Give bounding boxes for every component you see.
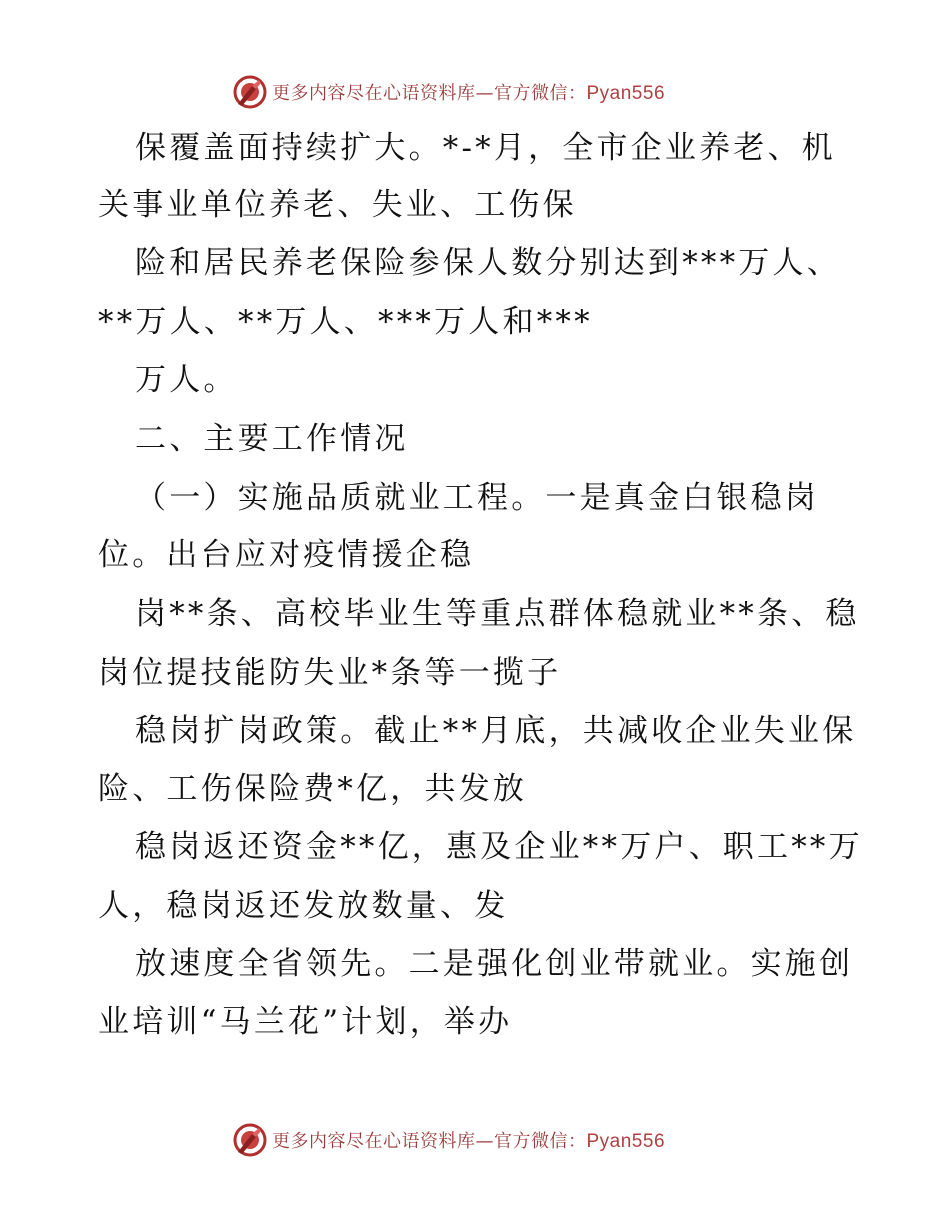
watermark-text: 更多内容尽在心语资料库—官方微信：Pyan556 xyxy=(272,1131,666,1152)
paragraph-line: 岗**条、高校毕业生等重点群体稳就业**条、稳 xyxy=(135,596,860,632)
section-heading: 二、主要工作情况 xyxy=(135,421,409,457)
paragraph-line: 业培训“马兰花”计划，举办 xyxy=(98,1004,513,1040)
paragraph-line: 位。出台应对疫情援企稳 xyxy=(98,537,475,573)
paragraph-line: 保覆盖面持续扩大。*-*月，全市企业养老、机 xyxy=(135,130,836,166)
header-watermark xyxy=(232,72,665,112)
paragraph-line: 稳岗扩岗政策。截止**月底，共减收企业失业保 xyxy=(135,713,857,749)
paragraph-line: **万人、**万人、***万人和*** xyxy=(98,304,593,340)
pen-logo-icon xyxy=(232,74,268,110)
paragraph-line: 险、工伤保险费*亿，共发放 xyxy=(98,771,528,807)
paragraph-line: 稳岗返还资金**亿，惠及企业**万户、职工**万 xyxy=(135,829,863,865)
paragraph-line: 放速度全省领先。二是强化创业带就业。实施创 xyxy=(135,946,854,982)
footer-watermark xyxy=(232,1120,665,1160)
paragraph-line: 岗位提技能防失业*条等一揽子 xyxy=(98,655,562,691)
paragraph-line: 险和居民养老保险参保人数分别达到***万人、 xyxy=(135,245,841,281)
paragraph-line: 万人。 xyxy=(135,362,238,398)
paragraph-line: （一）实施品质就业工程。一是真金白银稳岗 xyxy=(135,480,819,516)
paragraph-line: 人，稳岗返还发放数量、发 xyxy=(98,888,509,924)
paragraph-line: 关事业单位养老、失业、工伤保 xyxy=(98,187,577,223)
pen-logo-icon xyxy=(232,1122,268,1158)
watermark-text: 更多内容尽在心语资料库—官方微信：Pyan556 xyxy=(272,83,666,104)
